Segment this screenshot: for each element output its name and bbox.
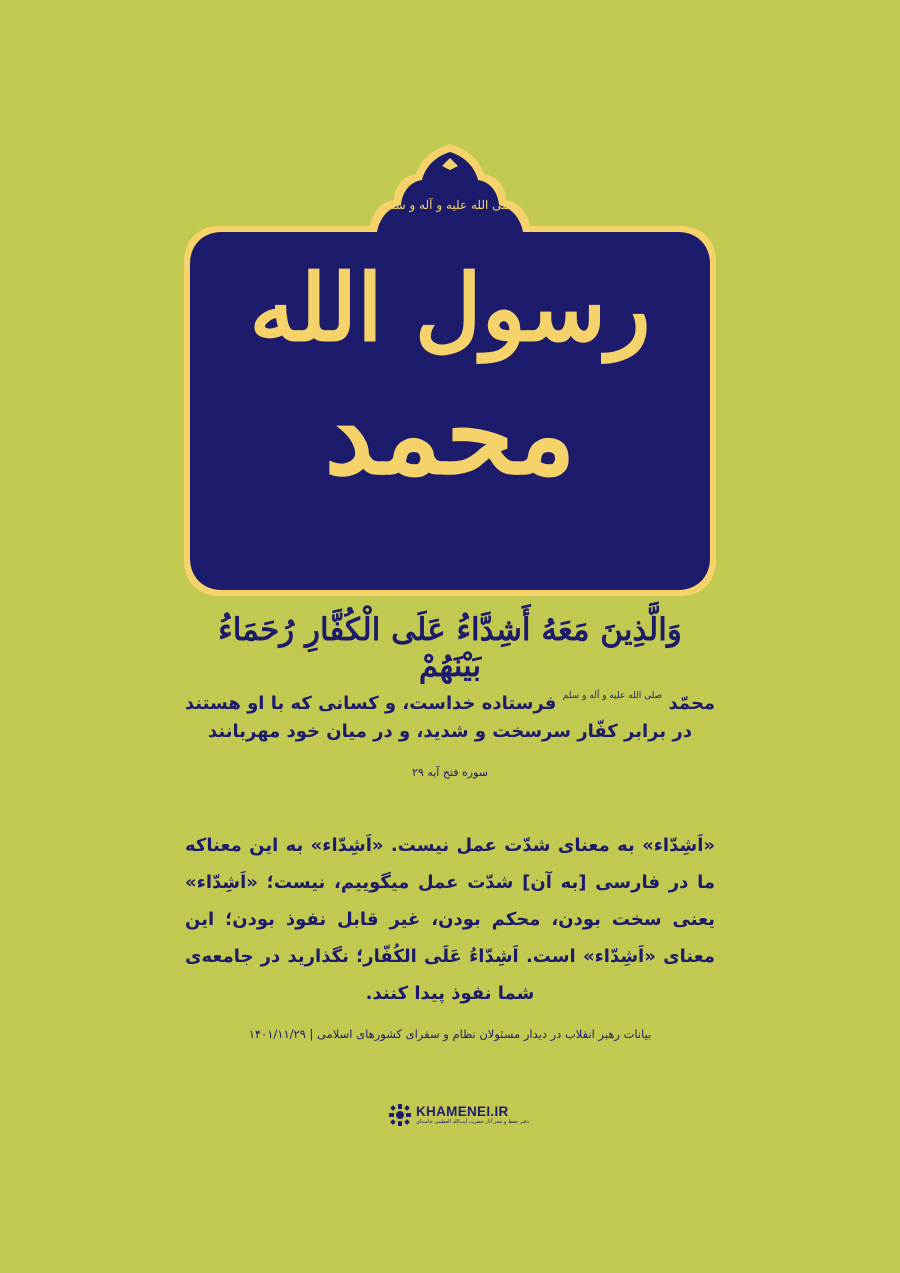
khamenei-logo-icon	[388, 1103, 412, 1127]
calligraphy-muhammad: محمد	[324, 369, 576, 499]
translation-line-1-text: فرستاده خداست، و کسانی که با او هستند	[184, 693, 557, 714]
logo-tagline: دفتر حفظ و نشر آثار حضرت آیت‌الله العظمی خامنه‌ای	[416, 1118, 529, 1125]
translation-line-1	[150, 690, 750, 718]
quran-verse: وَالَّذِینَ مَعَهُ أَشِدَّاءُ عَلَی الْکُفَّارِ رُحَمَاءُ بَیْنَهُمْ	[218, 612, 682, 684]
emblem-salawat: صلی الله علیه و آله و سلم	[383, 198, 517, 212]
logo-name: KHAMENEI.IR	[416, 1104, 509, 1120]
translation-salawat: صلی الله علیه و آله و سلم	[562, 691, 663, 701]
khamenei-logo[interactable]	[388, 1100, 529, 1130]
calligraphy-emblem	[180, 140, 720, 600]
quote-citation: بیانات رهبر انقلاب در دیدار مسئولان نظام و سفرای کشورهای اسلامی | ۱۴۰۱/۱۱/۲۹	[248, 1027, 652, 1041]
translation-line-2: در برابر کفّار سرسخت و شدید، و در میان خود مهربانند	[208, 720, 692, 742]
calligraphy-rasulullah: رسول الله	[249, 254, 651, 362]
verse-translation	[150, 690, 750, 746]
leader-quote: «اَشِدّاء» به معنای شدّت عمل نیست. «اَشِدّاء» به این معناکه ما در فارسی [به آن] شدّت عمل میگوییم، نیست؛ «اَشِدّاء» یعنی سخت بودن، محکم بودن، غیر قابل نفوذ بودن؛ این معنای «اَشِدّاء» است. اَشِدّاءُ عَلَی الکُفّار؛ نگذارید در جامعه‌ی شما نفوذ پیدا کنند.	[185, 835, 715, 1004]
calligraphy-text	[180, 254, 720, 499]
verse-source: سوره فتح آیه ۲۹	[412, 766, 488, 779]
translation-muhammad: محمّد	[668, 693, 716, 714]
